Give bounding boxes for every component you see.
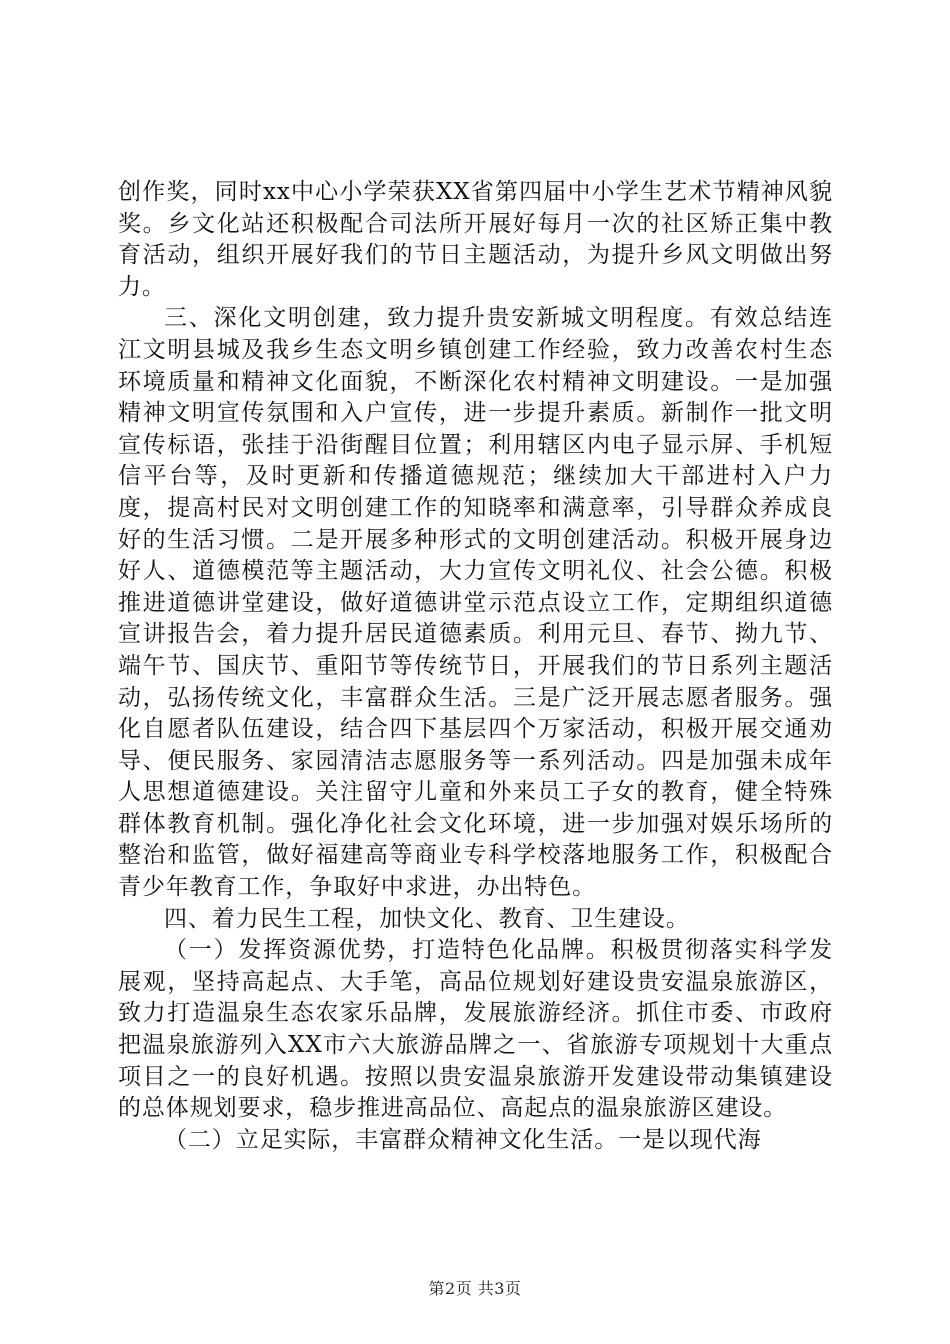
page-number-footer: 第2页 共3页 — [428, 1279, 522, 1298]
paragraph-1: 创作奖，同时xx中心小学荣获XX省第四届中小学生艺术节精神风貌奖。乡文化站还积极配合司法所开展好每月一次的社区矫正集中教育活动，组织开展好我们的节日主题活动，为提升乡风文明做出努力。 — [118, 179, 833, 300]
paragraph-2: 三、深化文明创建，致力提升贵安新城文明程度。有效总结连江文明县城及我乡生态文明乡镇创建工作经验，致力改善农村生态环境质量和精神文化面貌，不断深化农村精神文明建设。一是加强精神文明宣传氛围和入户宣传，进一步提升素质。新制作一批文明宣传标语，张挂于沿街醒目位置；利用辖区内电子显示屏、手机短信平台等，及时更新和传播道德规范；继续加大干部进村入户力度，提高村民对文明创建工作的知晓率和满意率，引导群众养成良好的生活习惯。二是开展多种形式的文明创建活动。积极开展身边好人、道德模范等主题活动，大力宣传文明礼仪、社会公德。积极推进道德讲堂建设，做好道德讲堂示范点设立工作，定期组织道德宣讲报告会，着力提升居民道德素质。利用元旦、春节、拗九节、端午节、国庆节、重阳节等传统节日，开展我们的节日系列主题活动，弘扬传统文化，丰富群众生活。三是广泛开展志愿者服务。强化自愿者队伍建设，结合四下基层四个万家活动，积极开展交通劝导、便民服务、家园清洁志愿服务等一系列活动。四是加强未成年人思想道德建设。关注留守儿童和外来员工子女的教育，健全特殊群体教育机制。强化净化社会文化环境，进一步加强对娱乐场所的整治和监管，做好福建高等商业专科学校落地服务工作，积极配合青少年教育工作，争取好中求进，办出特色。 — [118, 305, 833, 901]
paragraph-3: 四、着力民生工程，加快文化、教育、卫生建设。 — [164, 905, 690, 932]
paragraph-4: （一）发挥资源优势，打造特色化品牌。积极贯彻落实科学发展观，坚持高起点、大手笔，高品位规划好建设贵安温泉旅游区，致力打造温泉生态农家乐品牌，发展旅游经济。抓住市委、市政府把温泉旅游列入XX市六大旅游品牌之一、省旅游专项规划十大重点项目之一的良好机遇。按照以贵安温泉旅游开发建设带动集镇建设的总体规划要求，稳步推进高品位、高起点的温泉旅游区建设。 — [118, 937, 833, 1122]
document-body — [118, 177, 833, 1156]
paragraph-5: （二）立足实际，丰富群众精神文化生活。一是以现代海 — [164, 1126, 762, 1153]
